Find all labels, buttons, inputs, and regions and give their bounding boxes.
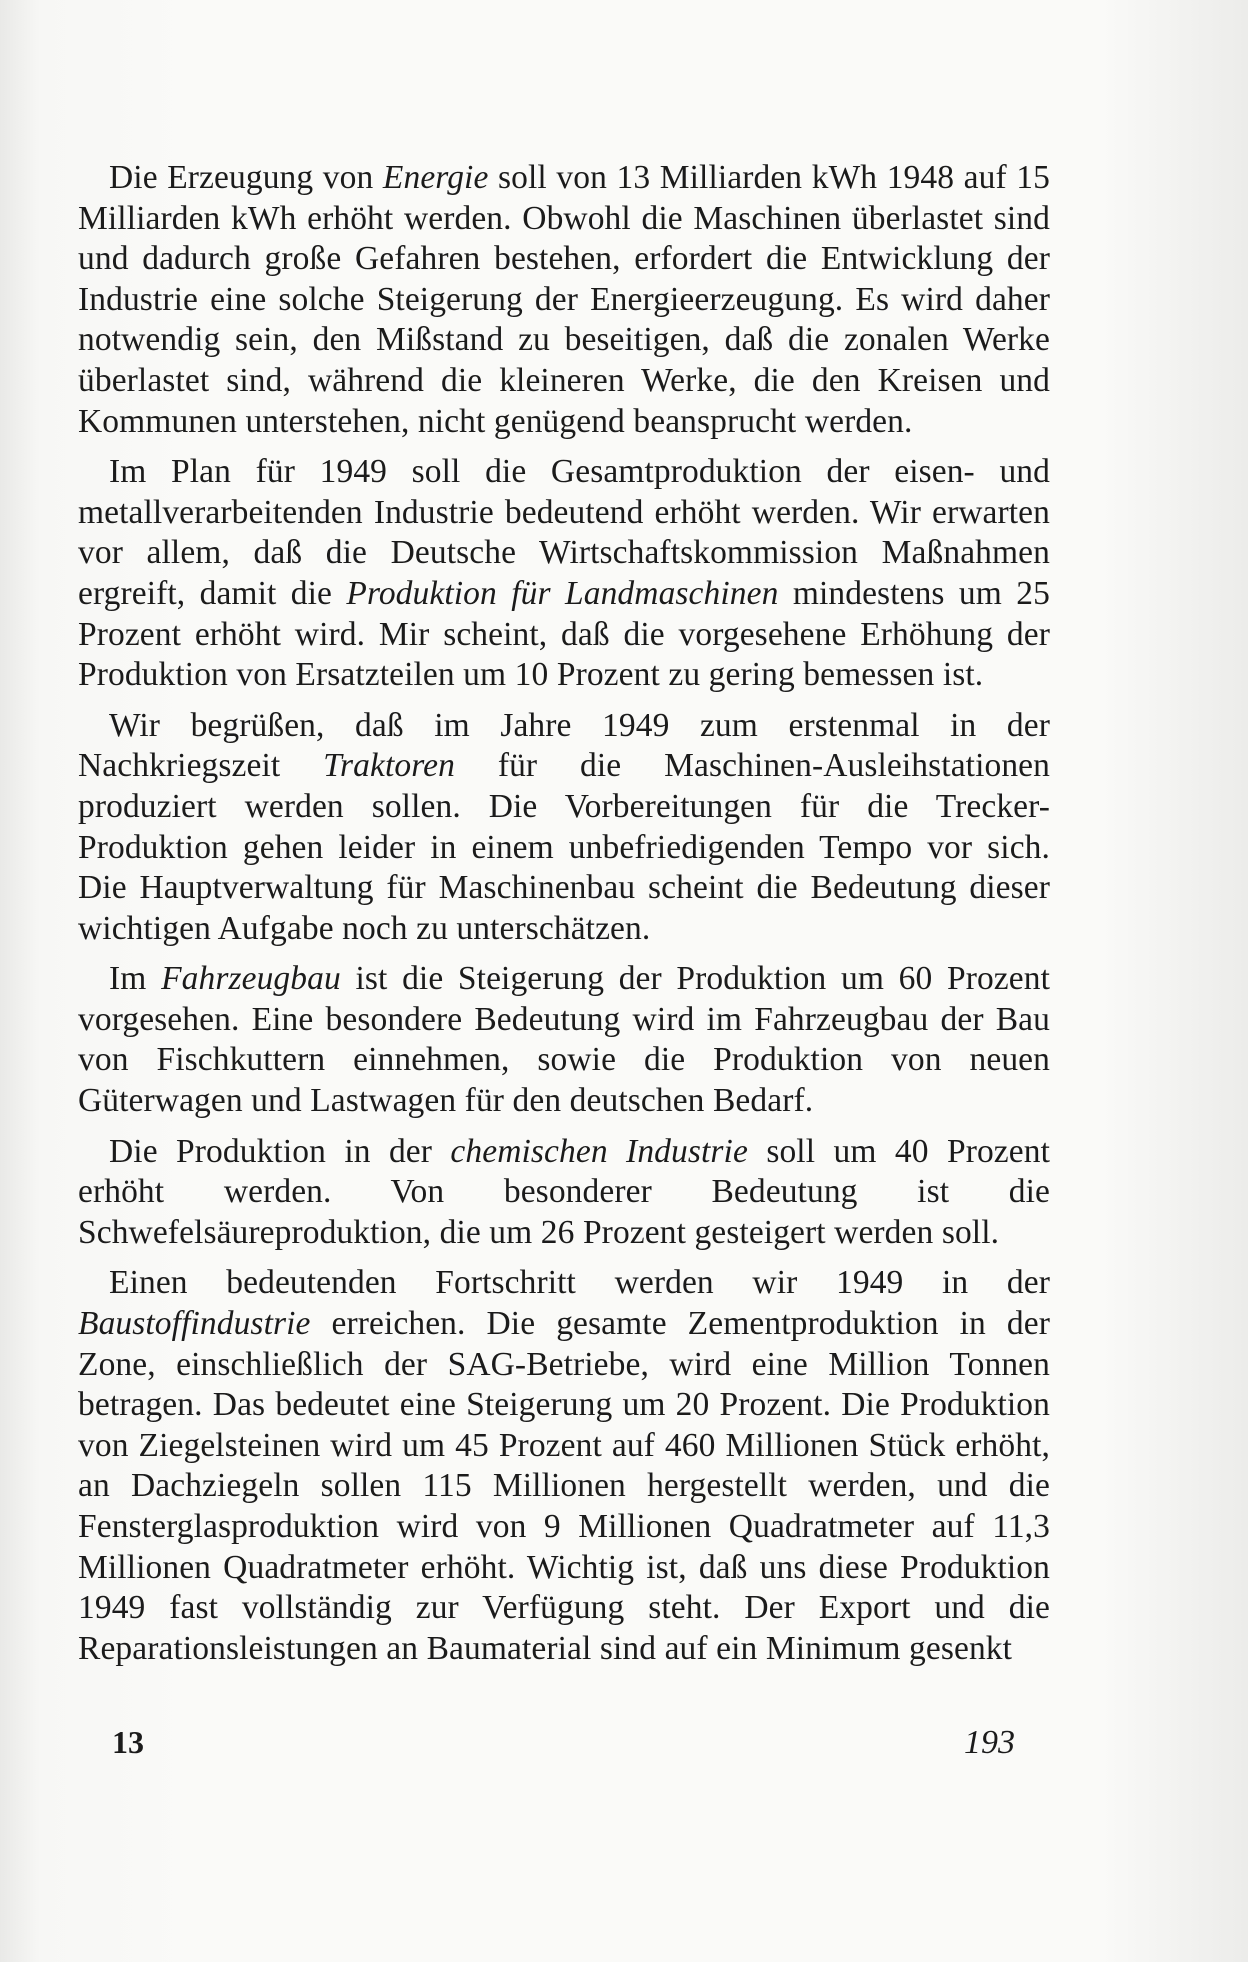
paragraph-traktoren: Wir begrüßen, daß im Jahre 1949 zum erstenmal in der Nachkriegszeit Traktoren für die Maschinen-Ausleihstationen produziert werden sollen. Die Vorbereitungen für die Trecker-Produktion gehen leider in einem unbefriedigenden Tempo vor sich. Die Hauptverwaltung für Maschinenbau scheint die Bedeutung dieser wichtigen Aufgabe noch zu unterschätzen. — [78, 706, 1050, 947]
paragraph-metallverarbeitung: Im Plan für 1949 soll die Gesamtproduktion der eisen- und metallverarbeitenden Industrie bedeutend erhöht werden. Wir erwarten vor allem, daß die Deutsche Wirtschaftskommission Maßnahmen ergreift, damit die Produktion für Landmaschinen mindestens um 25 Prozent erhöht wird. Mir scheint, daß die vorgesehene Erhöhung der Produktion von Ersatzteilen um 10 Prozent zu gering bemessen ist. — [78, 453, 1050, 694]
body-text — [78, 158, 1050, 1679]
emphasis-fahrzeugbau: Fahrzeugbau — [161, 960, 341, 998]
signature-mark: 13 — [112, 1724, 144, 1760]
paragraph-chemie: Die Produktion in der chemischen Industrie soll um 40 Prozent erhöht werden. Von besonderer Bedeutung ist die Schwefelsäureproduktion, die um 26 Prozent gesteigert werden soll. — [78, 1132, 1050, 1251]
emphasis-landmaschinen: Produktion für Landmaschinen — [346, 574, 779, 612]
emphasis-traktoren: Traktoren — [323, 747, 455, 785]
emphasis-energie: Energie — [382, 159, 489, 196]
paragraph-energie: Die Erzeugung von Energie soll von 13 Milliarden kWh 1948 auf 15 Milliarden kWh erhöht werden. Obwohl die Maschinen überlastet sind und dadurch große Gefahren bestehen, erfordert die Entwicklung der Industrie eine solche Steigerung der Energieerzeugung. Es wird daher notwendig sein, den Mißstand zu beseitigen, daß die zonalen Werke überlastet sind, während die kleineren Werke, die den Kreisen und Kommunen unterstehen, nicht genügend beansprucht werden. — [78, 159, 1050, 440]
paragraph-fahrzeugbau: Im Fahrzeugbau ist die Steigerung der Produktion um 60 Prozent vorgesehen. Eine besondere Bedeutung wird im Fahrzeugbau der Bau von Fischkuttern einnehmen, sowie die Produktion von neuen Güterwagen und Lastwagen für den deutschen Bedarf. — [78, 960, 1050, 1120]
page-number: 193 — [964, 1724, 1015, 1761]
emphasis-chemische-industrie: chemischen Industrie — [450, 1132, 748, 1170]
emphasis-baustoffindustrie: Baustoffindustrie — [78, 1305, 311, 1343]
paragraph-baustoffindustrie: Einen bedeutenden Fortschritt werden wir 1949 in der Baustoffindustrie erreichen. Die gesamte Zementproduktion in der Zone, einschließlich der SAG-Betriebe, wird eine Million Tonnen betragen. Das bedeutet eine Steigerung um 20 Prozent. Die Produktion von Ziegelsteinen wird um 45 Prozent auf 460 Millionen Stück erhöht, an Dachziegeln sollen 115 Millionen hergestellt werden, und die Fensterglasproduktion wird von 9 Millionen Quadratmeter auf 11,3 Millionen Quadratmeter erhöht. Wichtig ist, daß uns diese Produktion 1949 fast vollständig zur Verfügung steht. Der Export und die Reparationsleistungen an Baumaterial sind auf ein Minimum gesenkt — [78, 1264, 1050, 1667]
